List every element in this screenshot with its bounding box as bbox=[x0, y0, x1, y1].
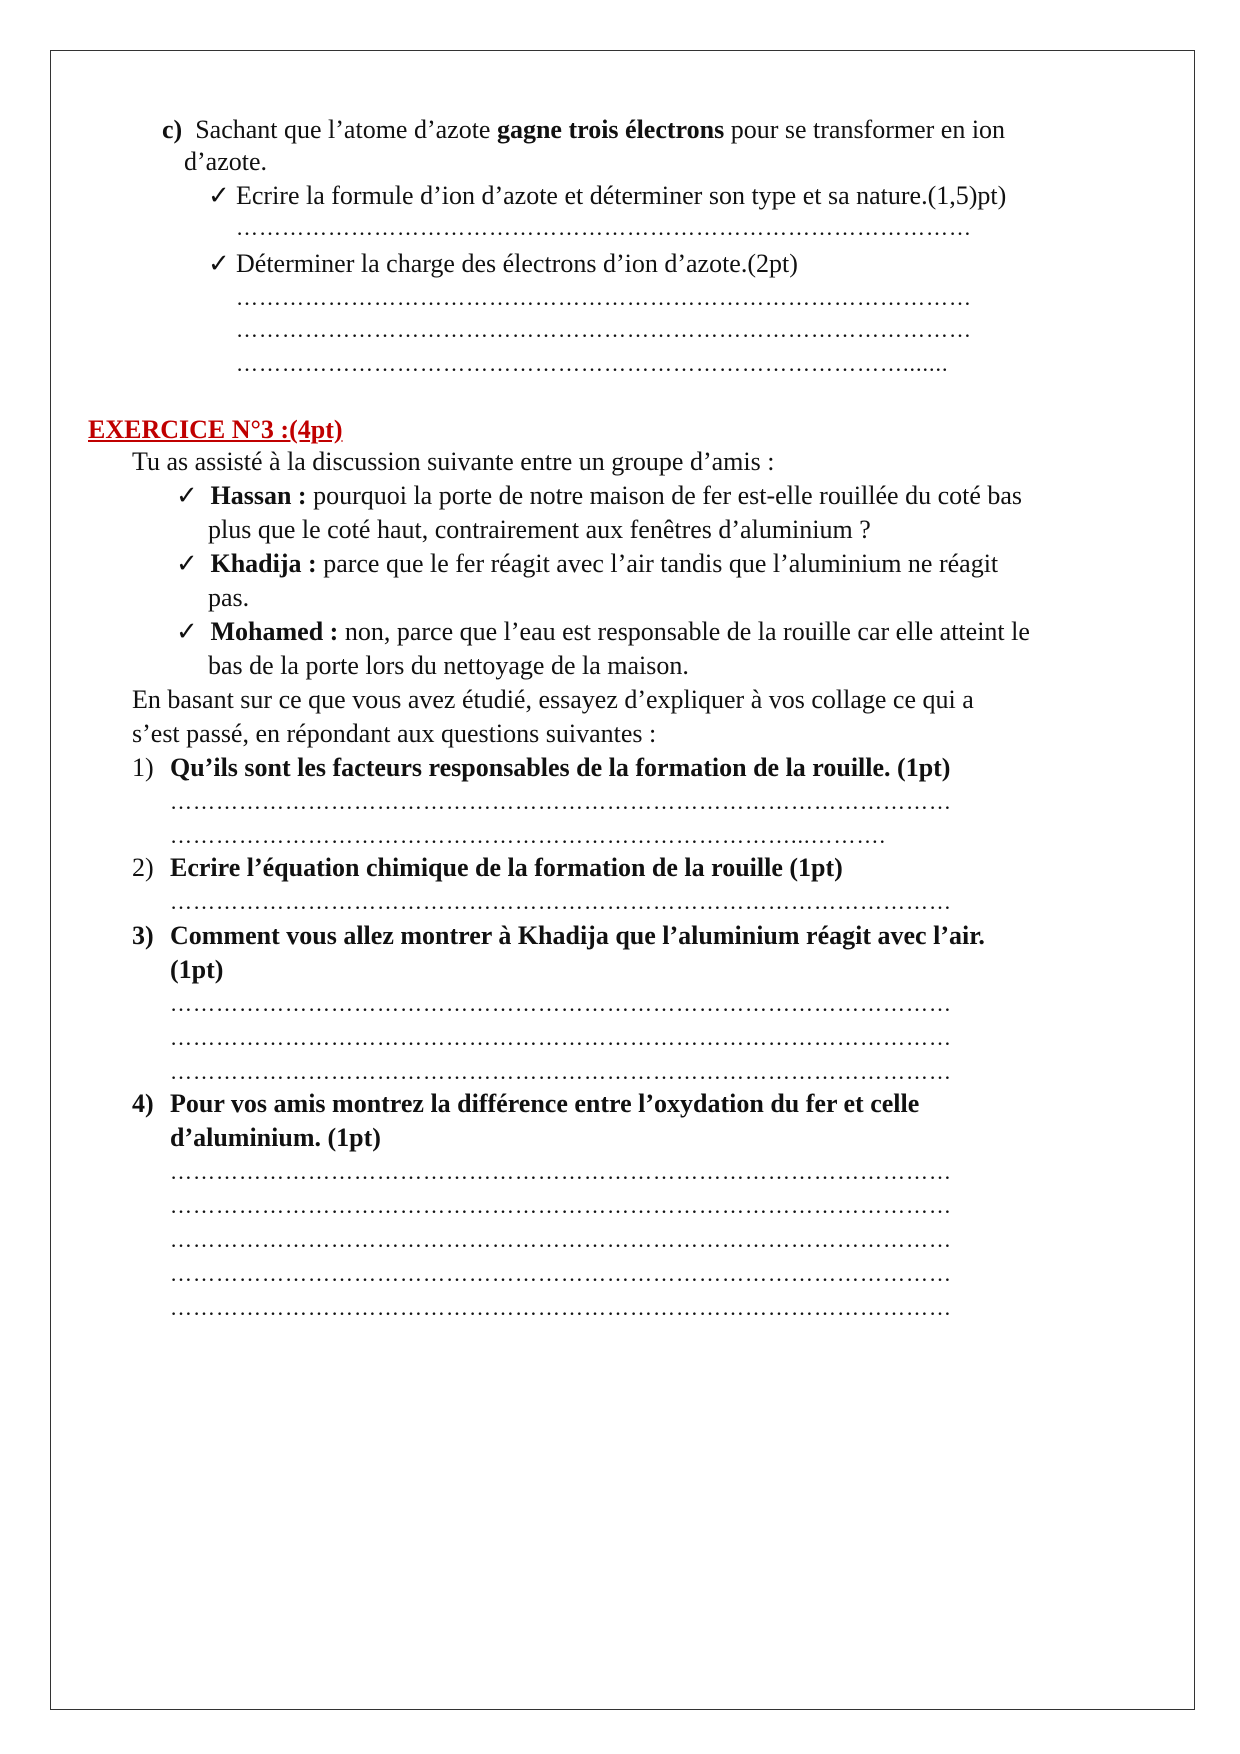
dialogue-mohamed bbox=[176, 616, 1030, 648]
answer-line[interactable]: ………………………………………………………………………………………… bbox=[170, 1295, 952, 1320]
checkmark-icon: ✓ bbox=[176, 481, 198, 510]
answer-line[interactable]: ………………………………………………………………………………………… bbox=[170, 1261, 952, 1286]
dialogue-khadija bbox=[176, 548, 998, 580]
dialogue-hassan bbox=[176, 480, 1022, 512]
exercise-3-intro: Tu as assisté à la discussion suivante entre un groupe d’amis : bbox=[132, 447, 775, 476]
check-item-2-text: Déterminer la charge des électrons d’ion d’azote.(2pt) bbox=[236, 249, 798, 278]
answer-line[interactable]: …………………………………………………………………………………… bbox=[236, 317, 972, 342]
question-3-line2 bbox=[170, 954, 223, 986]
dialogue-hassan-line2: plus que le coté haut, contrairement aux fenêtres d’aluminium ? bbox=[208, 515, 871, 544]
dialogue-khadija-line2: pas. bbox=[208, 583, 250, 612]
part-c-bold: gagne trois électrons bbox=[496, 115, 725, 144]
question-4-text-line2: d’aluminium. (1pt) bbox=[170, 1123, 381, 1152]
answer-line[interactable]: ………………………………………………………………………………………… bbox=[170, 1059, 952, 1084]
answer-line[interactable]: ………………………………………………………………………………………… bbox=[170, 889, 952, 914]
answer-line[interactable]: ………………………………………………………………………………………… bbox=[170, 1193, 952, 1218]
answer-line[interactable]: ………………………………………………………………………………………… bbox=[170, 789, 952, 814]
answer-line[interactable]: ……………………………………………………………………………....... bbox=[236, 351, 949, 376]
answer-line[interactable]: ………………………………………………………………………………………… bbox=[170, 1025, 952, 1050]
exercise-3-title: EXERCICE N°3 :(4pt) bbox=[88, 415, 343, 444]
question-1-text: Qu’ils sont les facteurs responsables de la formation de la rouille. (1pt) bbox=[170, 753, 951, 782]
question-4-number: 4) bbox=[132, 1089, 154, 1118]
answer-line[interactable]: ………………………………………………………………………...………. bbox=[170, 823, 886, 848]
question-4 bbox=[132, 1088, 919, 1120]
answer-line[interactable]: ………………………………………………………………………………………… bbox=[170, 1159, 952, 1184]
instructions-line1: En basant sur ce que vous avez étudié, essayez d’expliquer à vos collage ce qui a bbox=[132, 685, 974, 714]
question-3 bbox=[132, 920, 985, 952]
dialogue-hassan-text: pourquoi la porte de notre maison de fer est-elle rouillée du coté bas bbox=[306, 481, 1023, 510]
question-3-number: 3) bbox=[132, 921, 154, 950]
part-c-line2: d’azote. bbox=[184, 147, 268, 176]
answer-line[interactable]: …………………………………………………………………………………… bbox=[236, 215, 972, 240]
dialogue-mohamed-line2: bas de la porte lors du nettoyage de la maison. bbox=[208, 651, 689, 680]
question-4-line2 bbox=[170, 1122, 381, 1154]
part-c-marker: c) bbox=[162, 115, 183, 144]
dialogue-mohamed-text: non, parce que l’eau est responsable de la rouille car elle atteint le bbox=[338, 617, 1030, 646]
answer-line[interactable]: …………………………………………………………………………………… bbox=[236, 285, 972, 310]
check-item-2 bbox=[208, 248, 798, 280]
question-3-text: Comment vous allez montrer à Khadija que l’aluminium réagit avec l’air. bbox=[170, 921, 985, 950]
question-1-number: 1) bbox=[132, 753, 154, 782]
question-1 bbox=[132, 752, 950, 784]
speaker-khadija: Khadija : bbox=[210, 549, 317, 578]
check-item-1 bbox=[208, 180, 1006, 212]
question-2-text: Ecrire l’équation chimique de la formation de la rouille (1pt) bbox=[170, 853, 843, 882]
question-3-points: (1pt) bbox=[170, 955, 224, 984]
question-4-text: Pour vos amis montrez la différence entre l’oxydation du fer et celle bbox=[170, 1089, 920, 1118]
checkmark-icon: ✓ bbox=[176, 549, 198, 578]
checkmark-icon: ✓ bbox=[176, 617, 198, 646]
question-2 bbox=[132, 852, 843, 884]
part-c-text: Sachant que l’atome d’azote bbox=[195, 115, 497, 144]
checkmark-icon: ✓ bbox=[208, 249, 230, 278]
dialogue-khadija-text: parce que le fer réagit avec l’air tandis que l’aluminium ne réagit bbox=[316, 549, 999, 578]
speaker-hassan: Hassan : bbox=[210, 481, 307, 510]
answer-line[interactable]: ………………………………………………………………………………………… bbox=[170, 1227, 952, 1252]
speaker-mohamed: Mohamed : bbox=[210, 617, 339, 646]
part-c-text-after: pour se transformer en ion bbox=[724, 115, 1006, 144]
answer-line[interactable]: ………………………………………………………………………………………… bbox=[170, 991, 952, 1016]
check-item-1-text: Ecrire la formule d’ion d’azote et déterminer son type et sa nature.(1,5)pt) bbox=[236, 181, 1007, 210]
instructions-line2: s’est passé, en répondant aux questions suivantes : bbox=[132, 719, 657, 748]
part-c-line1 bbox=[162, 114, 1005, 146]
question-2-number: 2) bbox=[132, 853, 154, 882]
checkmark-icon: ✓ bbox=[208, 181, 230, 210]
